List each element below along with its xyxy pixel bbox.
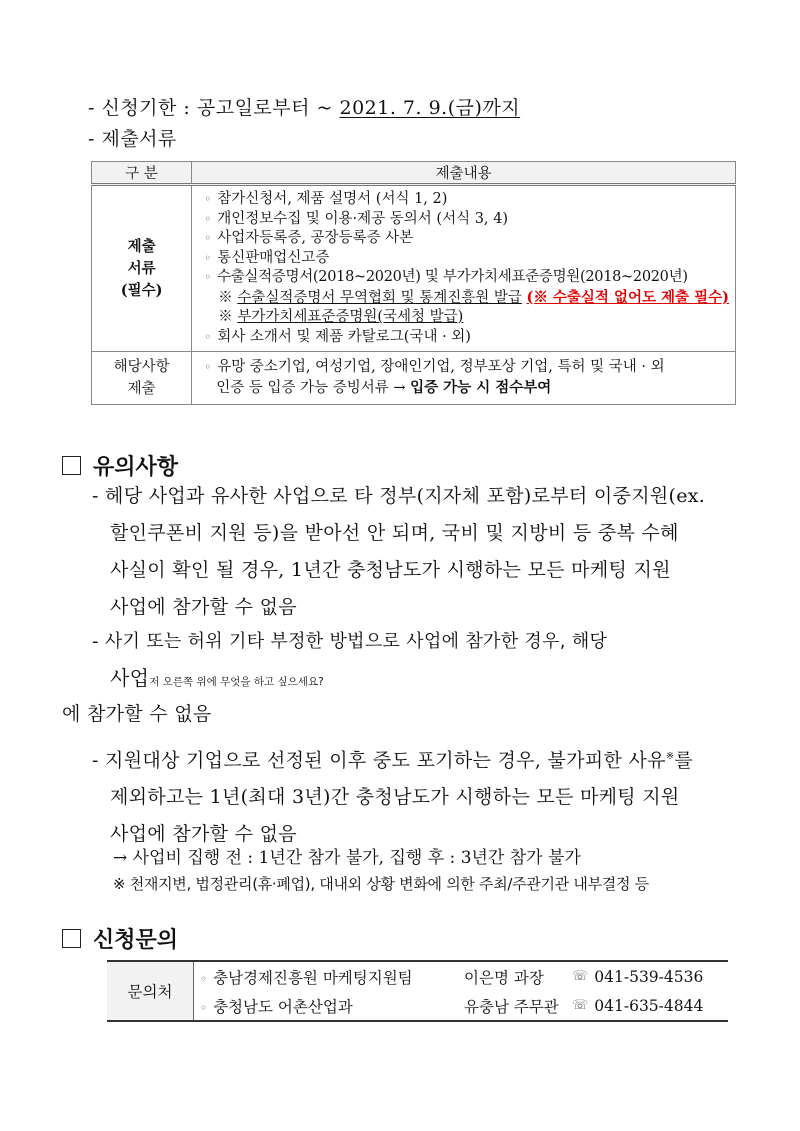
deadline-line — [88, 93, 520, 120]
contact-label: 문의처 — [107, 962, 194, 1020]
list-item: ◦ 참가신청서, 제품 설명서 (서식 1, 2) — [204, 191, 448, 207]
inquiry-section-title: 신청문의 — [62, 923, 178, 954]
phone-icon: ☏ — [572, 969, 589, 984]
header-content: 제출내용 — [192, 162, 736, 185]
note-item: ※ 부가가치세표준증명원(국세청 발급) — [218, 309, 464, 325]
contact-org: 충남경제진흥원 마케팅지원팀 — [213, 968, 413, 987]
contact-phone: 041-539-4536 — [594, 967, 704, 986]
contact-row: ◦ 충청남도 어촌산업과 유충남 주무관 ☏ 041-635-4844 — [200, 996, 704, 1016]
contact-row: ◦ 충남경제진흥원 마케팅지원팀 이은명 과장 ☏ 041-539-4536 — [200, 967, 704, 987]
note-item: ※ 수출실적증명서 무역협회 및 통계진흥원 발급 (※ 수출실적 없어도 제출 필수) — [218, 288, 729, 306]
list-item: ◦ 수출실적증명서(2018~2020년) 및 부가가치세표준증명원(2018~2020년) — [204, 269, 688, 285]
optional-docs-list — [192, 352, 736, 405]
deadline-date: 2021. 7. 9.(금)까지 — [339, 97, 521, 119]
contact-phone: 041-635-4844 — [594, 996, 704, 1015]
contact-table — [107, 960, 728, 1022]
header-category: 구 분 — [92, 162, 192, 185]
list-item: ◦ 회사 소개서 및 제품 카탈로그(국내 · 외) — [204, 328, 471, 345]
notice-paragraph-3: - 지원대상 기업으로 선정된 이후 중도 포기하는 경우, 불가피한 사유※를 제외하고는 1년(최대 3년)간 충청남도가 시행하는 모든 마케팅 지원 사업에 참가할 수 없음 — [92, 749, 694, 846]
notice-paragraph-2-tail: 에 참가할 수 없음 — [62, 703, 212, 725]
list-item: ◦ 유망 중소기업, 여성기업, 장애인기업, 정부포상 기업, 특허 및 국내 · 외 — [204, 359, 665, 375]
submission-documents-table — [91, 161, 736, 405]
phone-icon: ☏ — [572, 998, 589, 1013]
notice-paragraph-2: - 사기 또는 허위 기타 부정한 방법으로 사업에 참가한 경우, 해당 사업저 오른쪽 위에 무엇을 하고 싶으세요? — [92, 631, 608, 690]
contact-org: 충청남도 어촌산업과 — [213, 997, 353, 1016]
contact-person: 유충남 주무관 — [464, 997, 559, 1016]
notice-paragraph-1: - 헤당 사업과 유사한 사업으로 타 정부(지자체 포함)로부터 이중지원(ex. 할인쿠폰비 지원 등)을 받아선 안 되며, 국비 및 지방비 등 중복 수혜 사실이 확인 될 경우, 1년간 충청남도가 시행하는 모든 마케팅 지원 사업에 참가할 수 없음 — [92, 485, 706, 618]
required-docs-category: 제출 서류 (필수) — [92, 185, 192, 352]
penalty-arrow-line: → 사업비 집행 전 : 1년간 참가 불가, 집행 후 : 3년간 참가 불가 — [113, 848, 581, 868]
checkbox-square-icon — [62, 456, 81, 475]
list-item: ◦ 통신판매업신고증 — [204, 249, 330, 266]
table-row — [92, 352, 736, 405]
list-item: ◦ 개인정보수집 및 이용·제공 동의서 (서식 3, 4) — [204, 210, 509, 227]
tooltip-overlay-text: 저 오른쪽 위에 무엇을 하고 싶으세요? — [149, 676, 324, 688]
table-row — [92, 185, 736, 352]
documents-label: - 제출서류 — [88, 128, 177, 150]
notice-section-title: 유의사항 — [62, 450, 178, 481]
optional-docs-category: 해당사항 제출 — [92, 352, 192, 405]
table-header-row — [92, 162, 736, 185]
contact-person: 이은명 과장 — [464, 968, 544, 987]
required-docs-list — [192, 185, 736, 352]
list-item-continuation: 인증 등 입증 가능 증빙서류 → 입증 가능 시 점수부여 — [216, 378, 552, 396]
score-bonus-text: 입증 가능 시 점수부여 — [410, 378, 552, 396]
deadline-prefix: - 신청기한 : 공고일로부터 ~ — [88, 97, 340, 119]
exception-note: ※ 천재지변, 법정관리(휴·폐업), 대내외 상황 변화에 의한 주최/주관기관 내부결정 등 — [113, 875, 649, 893]
checkbox-square-icon — [62, 929, 81, 948]
list-item: ◦ 사업자등록증, 공장등록증 사본 — [204, 230, 414, 246]
required-warning: (※ 수출실적 없어도 제출 필수) — [526, 288, 729, 306]
